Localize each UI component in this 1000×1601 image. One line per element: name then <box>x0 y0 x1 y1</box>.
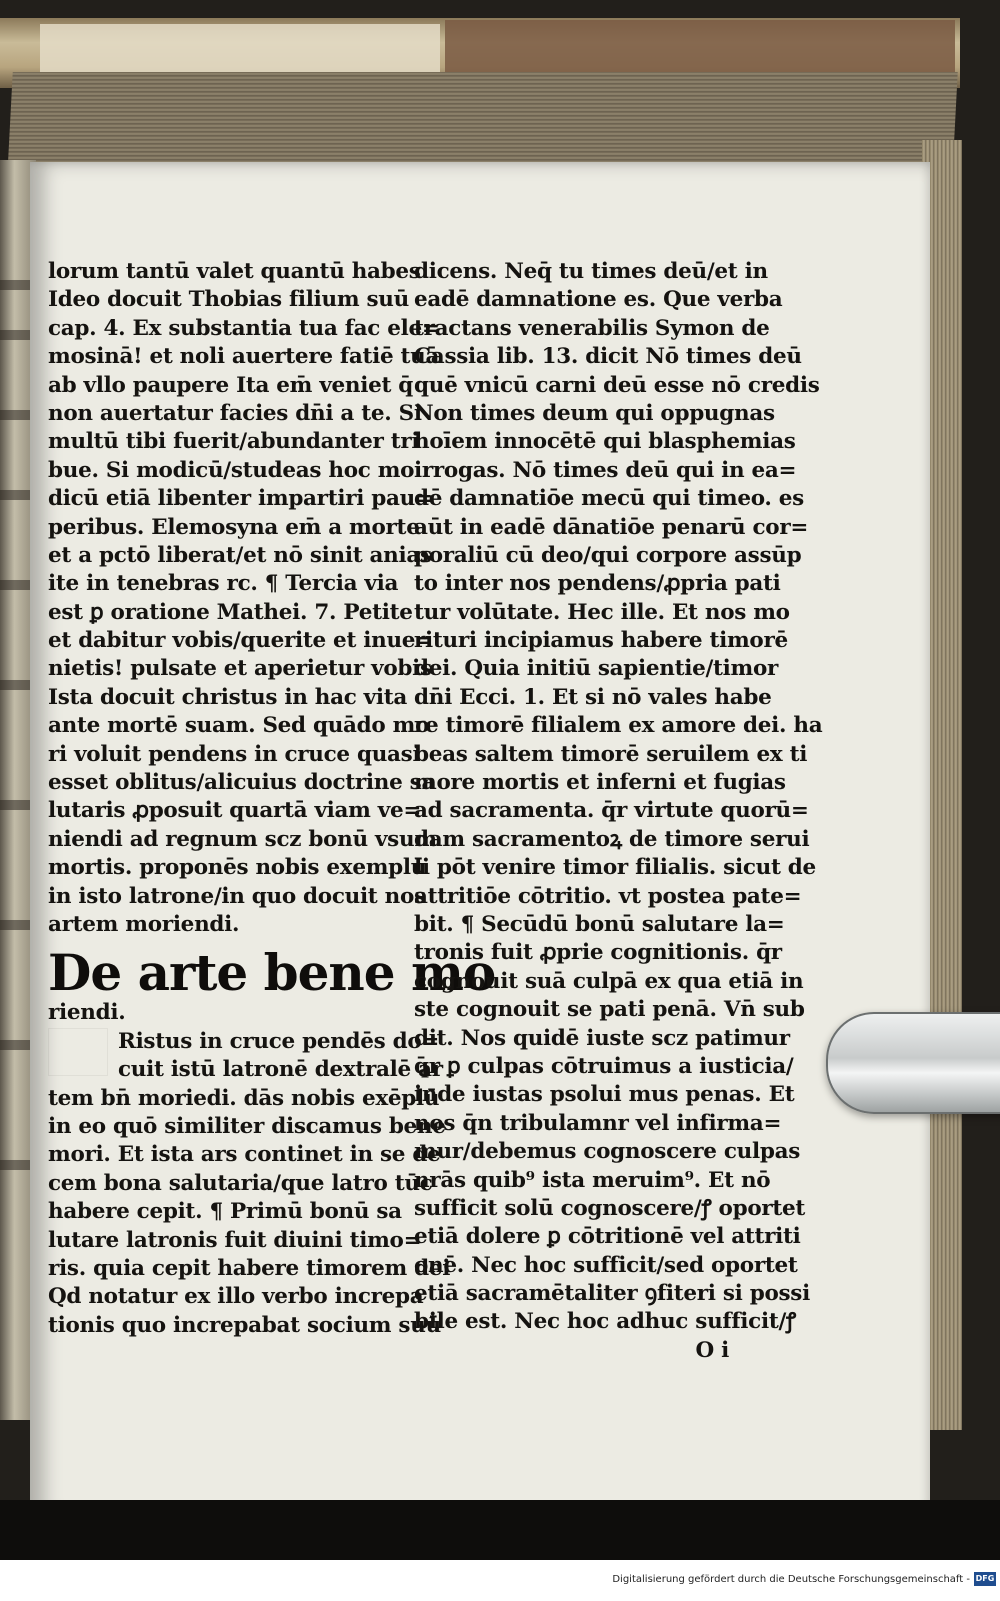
text-line: nrās quib⁹ ista meruim⁹. Et nō <box>414 1167 771 1193</box>
text-line: irrogas. Nō times deū qui in ea= <box>414 457 797 483</box>
text-line: cem bona salutaria/que latro tūc <box>48 1170 433 1196</box>
text-line: dicens. Neq̄ tu times deū/et in <box>414 259 768 284</box>
facing-page-text-fragment <box>0 920 34 930</box>
text-line: tionis quo increpabat socium suū <box>48 1312 441 1338</box>
text-line: in eo quō similiter discamus bene <box>48 1113 446 1139</box>
text-line: lutaris ꝓposuit quartā viam ve= <box>48 798 422 824</box>
facing-page-text-fragment <box>0 490 34 500</box>
text-line: Non times deum qui oppugnas <box>414 400 775 426</box>
text-line: et dabitur vobis/querite et inue= <box>48 628 433 654</box>
text-line: hoīem innocētē qui blasphemias <box>414 429 796 455</box>
text-line: niendi ad regnum scz bonū vsum <box>48 826 437 852</box>
text-line: non auertatur facies dn̄i a te. Si <box>48 400 422 426</box>
text-line: bit. ¶ Secūdū bonū salutare la= <box>414 911 785 937</box>
facing-page-text-fragment <box>0 680 34 690</box>
text-line: ris. quia cepit habere timorem dei <box>48 1255 451 1281</box>
text-line: attritiōe cōtritio. vt postea pate= <box>414 883 802 909</box>
chapter-heading: De arte bene mo <box>48 943 496 1003</box>
text-line: cognouit suā culpā ex qua etiā in <box>414 968 804 994</box>
text-line: ste cognouit se pati penā. Vn̄ sub <box>414 997 805 1023</box>
text-line: et a pctō liberat/et nō sinit anias <box>48 542 432 568</box>
text-line: quē vnicū carni deū esse nō credis <box>414 372 820 398</box>
facing-page-text-fragment <box>0 330 34 340</box>
text-line: to inter nos pendens/ꝓpria pati <box>414 571 781 597</box>
left-column-lines <box>48 258 440 939</box>
text-line: li pōt venire timor filialis. sicut de <box>414 855 816 881</box>
facing-page-text-fragment <box>0 1040 34 1050</box>
text-line: rituri incipiamus habere timorē <box>414 628 788 654</box>
chapter-body <box>48 1028 451 1340</box>
text-line: Qd notatur ex illo verbo increpa <box>48 1284 424 1310</box>
text-line: mosinā! et noli auertere fatiē tuā <box>48 344 440 370</box>
signature-mark: O i <box>695 1337 729 1363</box>
text-line: dē damnatiōe mecū qui timeo. es <box>414 486 804 512</box>
text-line: tronis fuit ꝓprie cognitionis. q̄r <box>414 940 782 966</box>
text-line: peribus. Elemosyna em̄ a morte <box>48 514 420 540</box>
footer-credit: Digitalisierung gefördert durch die Deutsche Forschungsgemeinschaft - <box>612 1574 970 1585</box>
book-page <box>30 162 930 1520</box>
text-line: Ristus in cruce pendēs do= <box>118 1028 440 1054</box>
book-top-brown-area <box>445 20 955 78</box>
text-line: re timorē filialem ex amore dei. ha <box>414 713 823 739</box>
footer-bar <box>0 1560 1000 1601</box>
text-line: eadē damnatione es. Que verba <box>414 287 783 313</box>
dfg-logo: DFG <box>974 1572 996 1586</box>
text-line: tem bn̄ moriedi. dās nobis exēplū <box>48 1085 440 1111</box>
text-line: mori. Et ista ars continet in se de <box>48 1142 441 1168</box>
facing-page-text-fragment <box>0 1160 34 1170</box>
facing-page-text-fragment <box>0 800 34 810</box>
text-line: inde iustas psolui mus penas. Et <box>414 1082 795 1108</box>
page-clip <box>826 1012 1000 1114</box>
text-line: mur/debemus cognoscere culpas <box>414 1139 801 1165</box>
text-line: lutare latronis fuit diuini timo= <box>48 1227 422 1253</box>
text-line: bile est. Nec hoc adhuc sufficit/ꝭ <box>414 1309 796 1335</box>
facing-page-text-fragment <box>0 280 34 290</box>
text-line: Cassia lib. 13. dicit Nō times deū <box>414 344 802 370</box>
text-line: bue. Si modicū/studeas hoc mo <box>48 457 415 483</box>
text-line: dit. Nos quidē iuste scz patimur <box>414 1025 790 1051</box>
text-line: nietis! pulsate et aperietur vobis <box>48 656 432 682</box>
text-line: Ideo docuit Thobias filium suū <box>48 287 409 313</box>
text-line: dn̄i Ecci. 1. Et si nō vales habe <box>414 684 772 710</box>
right-column-lines <box>414 258 823 1337</box>
text-line: sufficit solū cognoscere/ꝭ oportet <box>414 1195 806 1221</box>
text-line: dei. Quia initiū sapientie/timor <box>414 656 779 682</box>
book-top-light-area <box>40 24 440 76</box>
text-line: beas saltem timorē seruilem ex ti <box>414 741 808 767</box>
left-text-column <box>48 258 496 1340</box>
text-line: ite in tenebras rc. ¶ Tercia via <box>48 571 399 597</box>
text-line: ante mortē suam. Sed quādo mo <box>48 713 430 739</box>
text-line: ad sacramenta. q̄r virtute quorū= <box>414 798 809 824</box>
text-line: dicū etiā libenter impartiri pau= <box>48 486 433 512</box>
text-line: more mortis et inferni et fugias <box>414 770 786 796</box>
text-line: nos q̄n tribulamnr vel infirma= <box>414 1110 782 1136</box>
right-text-column <box>414 258 823 1365</box>
text-line: cap. 4. Ex substantia tua fac ele= <box>48 315 440 341</box>
text-line: tractans venerabilis Symon de <box>414 315 770 341</box>
text-line: poraliū cū deo/qui corpore assūp <box>414 542 802 568</box>
text-line: aūt in eadē dānatiōe penarū cor= <box>414 514 809 540</box>
text-line: ri voluit pendens in cruce quasi <box>48 741 421 767</box>
text-line: esset oblitus/alicuius doctrine sa <box>48 770 436 796</box>
text-line: mortis. proponēs nobis exemplū <box>48 855 427 881</box>
facing-page-text-fragment <box>0 580 34 590</box>
text-line: habere cepit. ¶ Primū bonū sa <box>48 1199 402 1225</box>
chapter-heading-continuation: riendi. <box>48 1000 126 1026</box>
text-line: multū tibi fuerit/abundanter tri <box>48 429 420 455</box>
scan-bottom-shadow <box>0 1500 1000 1560</box>
text-line: onē. Nec hoc sufficit/sed oportet <box>414 1252 798 1278</box>
text-line: tur volūtate. Hec ille. Et nos mo <box>414 599 790 625</box>
text-line: cuit istū latronē dextralē ar <box>118 1057 443 1083</box>
text-line: etiā sacramētaliter ꝯfiteri si possi <box>414 1281 810 1307</box>
text-line: ab vllo paupere Ita em̄ veniet q̄ <box>48 372 414 398</box>
text-line: lorum tantū valet quantū habes <box>48 259 421 284</box>
text-line: in isto latrone/in quo docuit nos <box>48 883 426 909</box>
text-line: artem moriendi. <box>48 911 240 937</box>
text-line: etiā dolere ꝑ cōtritionē vel attriti <box>414 1224 801 1250</box>
text-line: dam sacramentoꝝ de timore serui <box>414 826 810 852</box>
text-line: Ista docuit christus in hac vita <box>48 684 408 710</box>
facing-page-text-fragment <box>0 410 34 420</box>
text-line: est ꝑ oratione Mathei. 7. Petite <box>48 599 413 625</box>
text-line: q̄r ꝑ culpas cōtruimus a iusticia/ <box>414 1053 794 1079</box>
drop-cap-space <box>48 1028 108 1076</box>
